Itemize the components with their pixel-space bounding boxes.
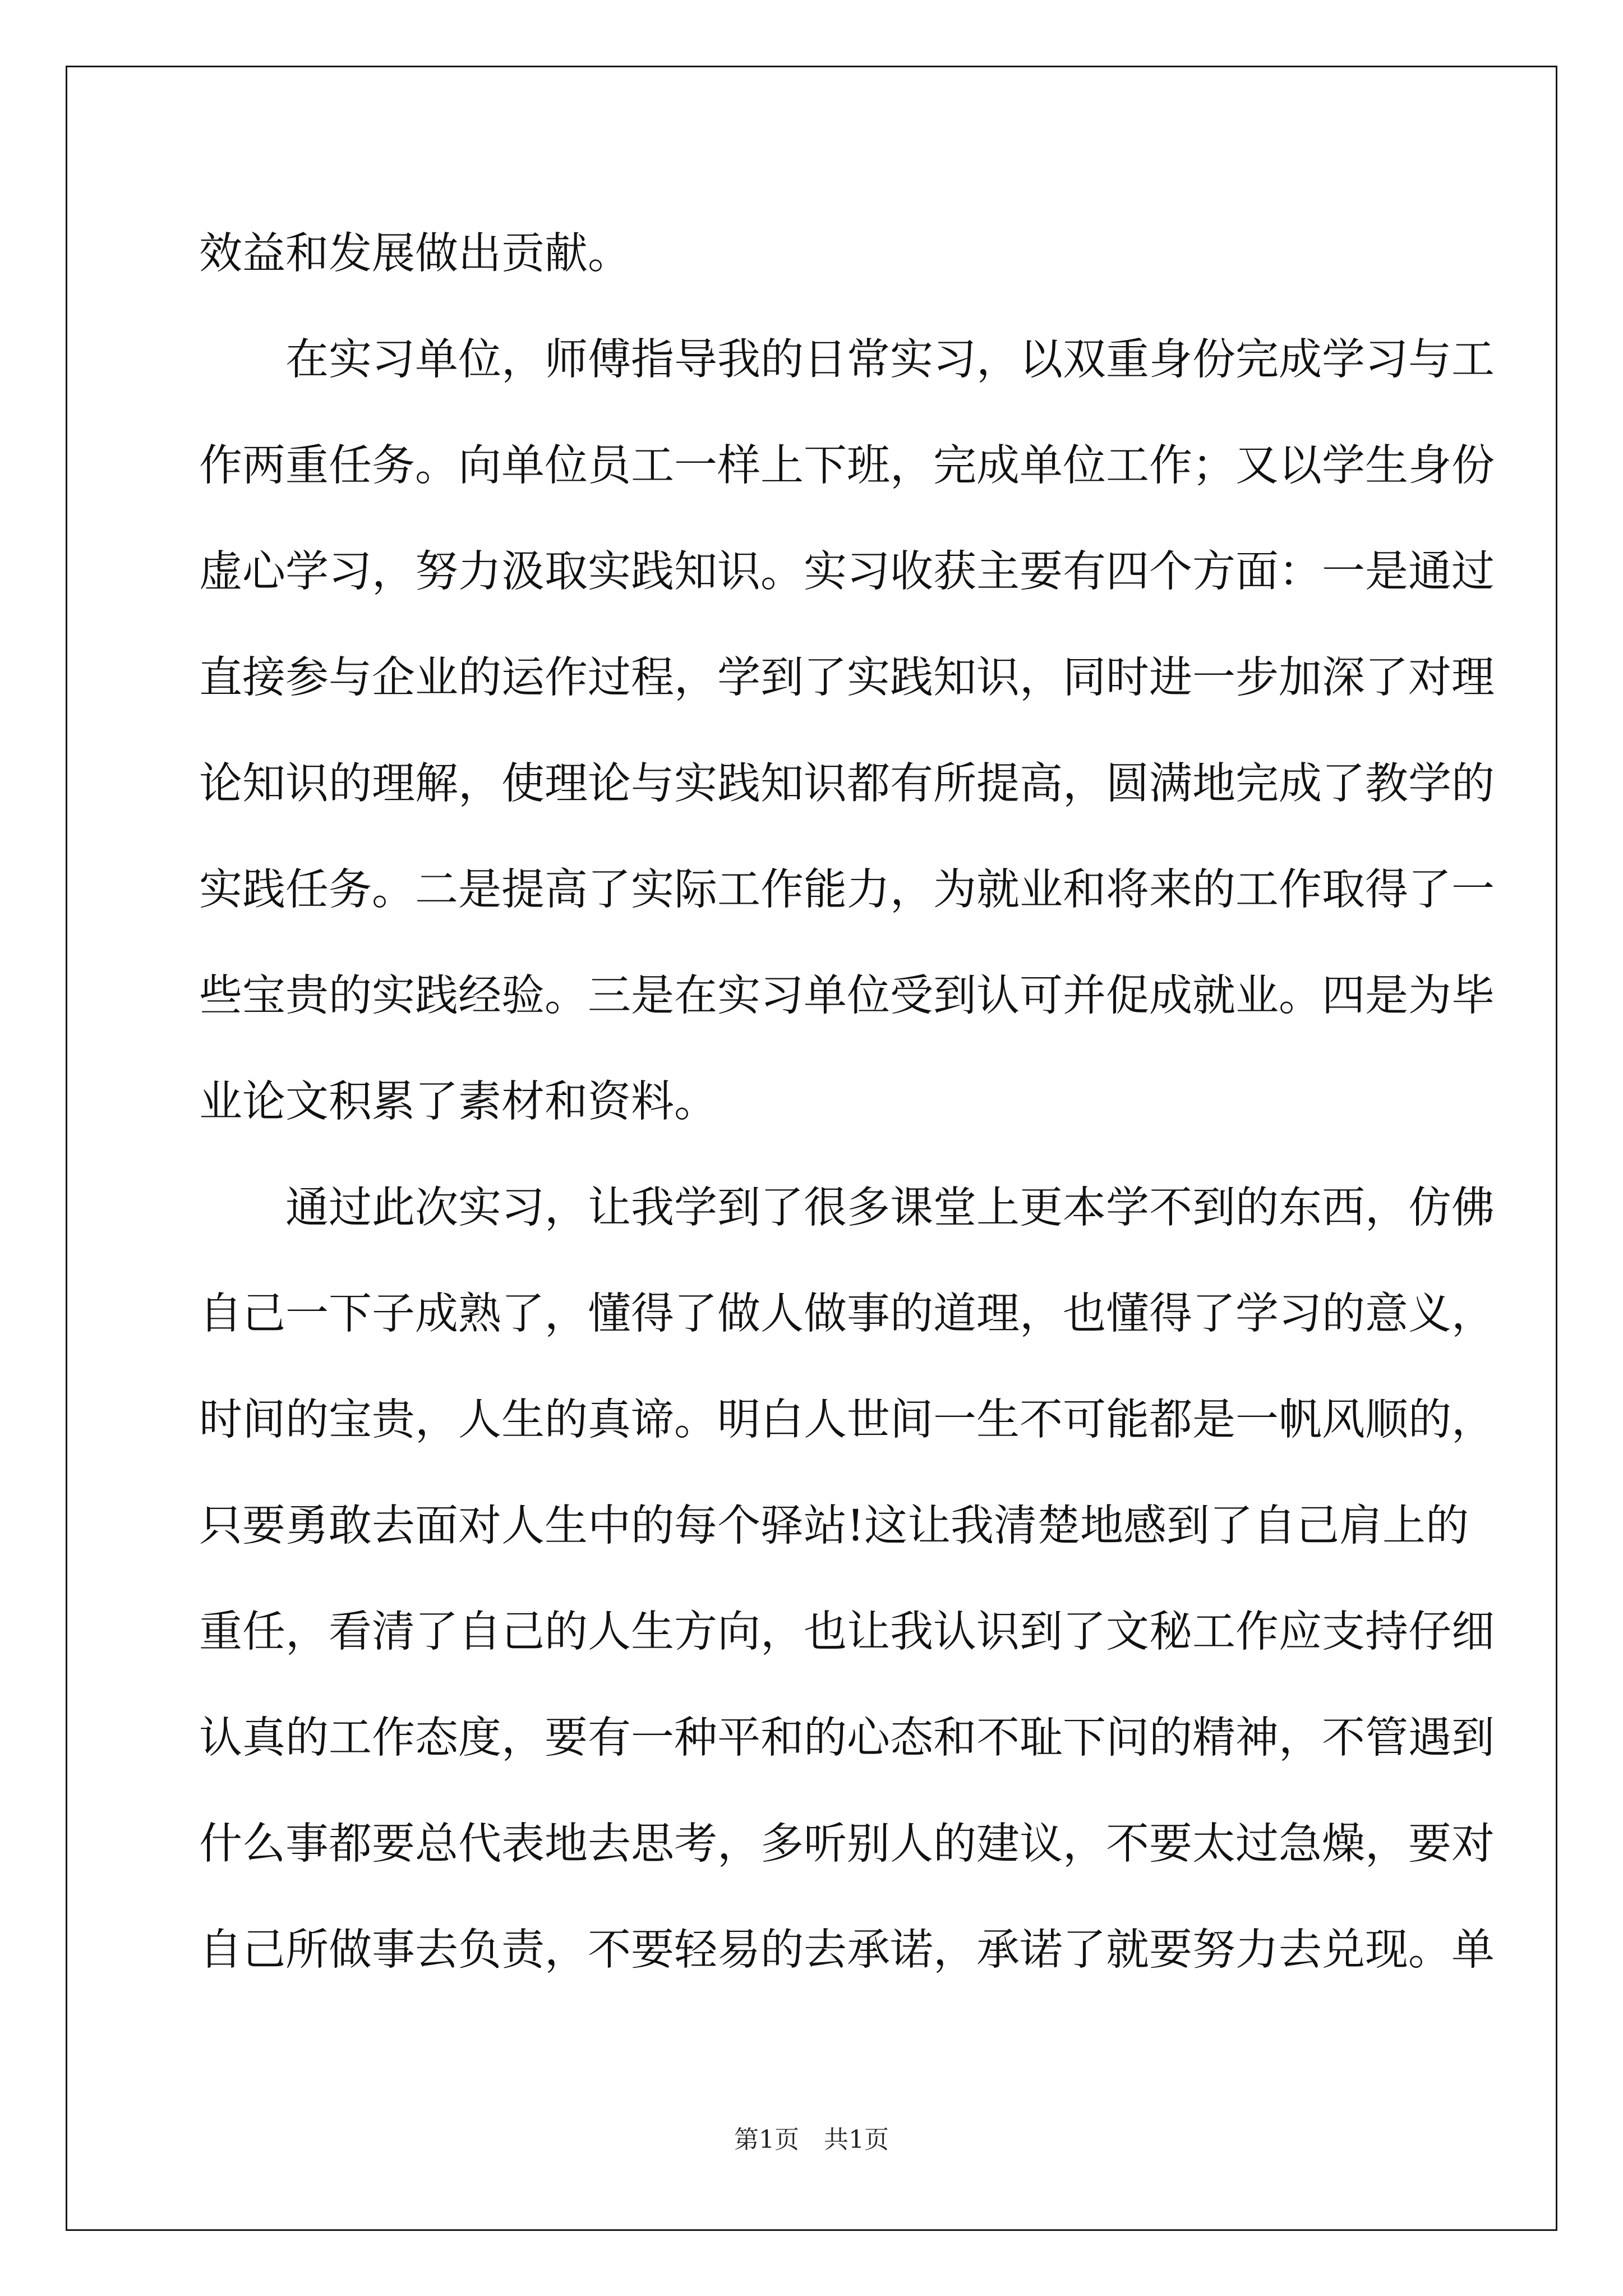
page-footer: 第1页 共1页 — [734, 2125, 889, 2154]
paragraph-3-line-6: 认真的工作态度，要有一种平和的心态和不耻下问的精神，不管遇到 — [199, 1713, 1495, 1763]
paragraph-3-line-7: 什么事都要总代表地去思考，多听别人的建议，不要太过急燥，要对 — [199, 1819, 1495, 1869]
paragraph-3-line-4: 只要勇敢去面对人生中的每个驿站!这让我清楚地感到了自己肩上的 — [199, 1501, 1469, 1551]
paragraph-2-line-7: 些宝贵的实践经验。三是在实习单位受到认可并促成就业。四是为毕 — [199, 971, 1495, 1021]
paragraph-2-line-2: 作两重任务。向单位员工一样上下班，完成单位工作；又以学生身份 — [199, 441, 1495, 491]
paragraph-3-line-8: 自己所做事去负责，不要轻易的去承诺，承诺了就要努力去兑现。单 — [199, 1925, 1495, 1975]
paragraph-2-line-8: 业论文积累了素材和资料。 — [199, 1077, 717, 1127]
paragraph-3-line-2: 自己一下子成熟了，懂得了做人做事的道理，也懂得了学习的意义， — [199, 1289, 1495, 1339]
paragraph-2-line-6: 实践任务。二是提高了实际工作能力，为就业和将来的工作取得了一 — [199, 865, 1495, 915]
paragraph-2-line-1: 在实习单位，师傅指导我的日常实习，以双重身份完成学习与工 — [285, 335, 1495, 385]
paragraph-3-line-5: 重任，看清了自己的人生方向，也让我认识到了文秘工作应支持仔细 — [199, 1607, 1495, 1657]
paragraph-1-line-1: 效益和发展做出贡献。 — [199, 229, 631, 279]
document-body — [199, 201, 1495, 2003]
paragraph-2-line-5: 论知识的理解，使理论与实践知识都有所提高，圆满地完成了教学的 — [199, 759, 1495, 809]
paragraph-3-line-1: 通过此次实习，让我学到了很多课堂上更本学不到的东西，仿佛 — [285, 1183, 1495, 1233]
paragraph-2-line-4: 直接参与企业的运作过程，学到了实践知识，同时进一步加深了对理 — [199, 653, 1495, 703]
paragraph-3-line-3: 时间的宝贵，人生的真谛。明白人世间一生不可能都是一帆风顺的， — [199, 1395, 1495, 1445]
paragraph-2-line-3: 虚心学习，努力汲取实践知识。实习收获主要有四个方面：一是通过 — [199, 547, 1495, 597]
